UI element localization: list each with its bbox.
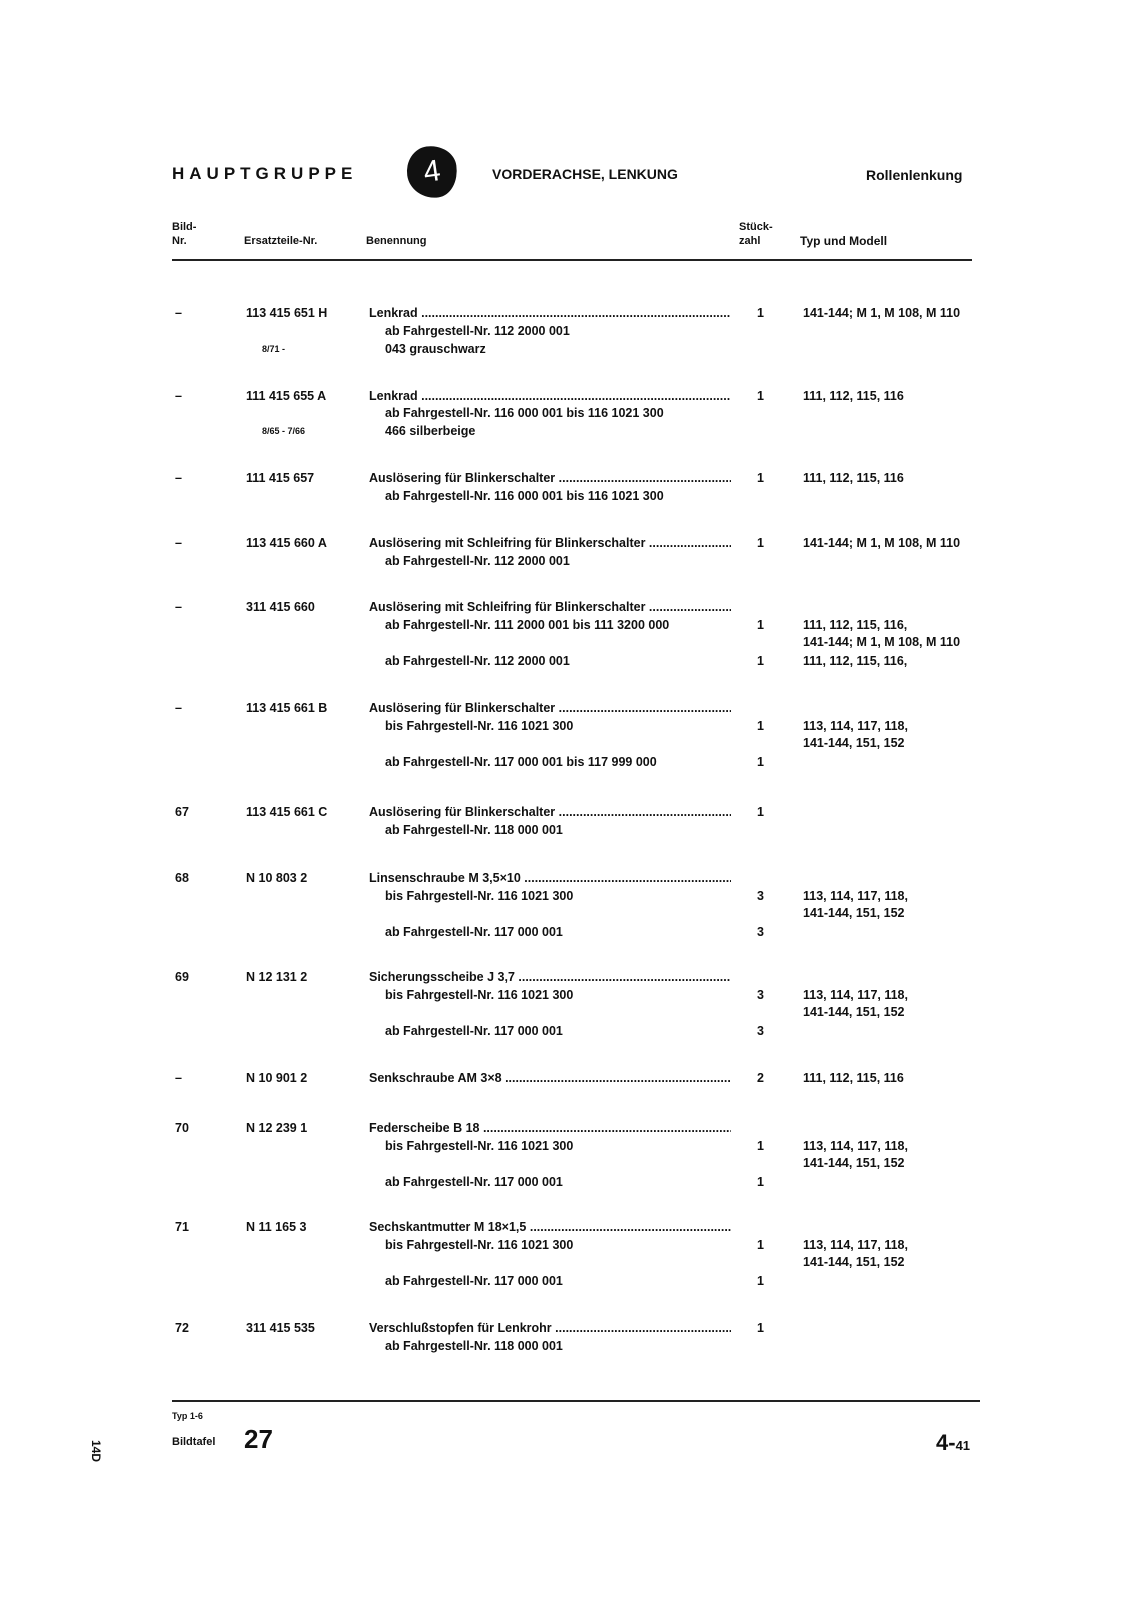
footer-type-range: Typ 1-6 — [172, 1411, 203, 1421]
type-model: 141-144; M 1, M 108, M 110 — [803, 635, 961, 649]
bild-number: 70 — [175, 1121, 189, 1135]
part-number: N 11 165 3 — [246, 1220, 307, 1234]
quantity: 1 — [757, 618, 764, 632]
chassis-range: ab Fahrgestell-Nr. 118 000 001 — [385, 823, 563, 837]
type-model: 111, 112, 115, 116 — [803, 471, 904, 485]
part-description: Senkschraube AM 3×8 ..... — [369, 1071, 731, 1085]
type-model: 113, 114, 117, 118, — [803, 1238, 908, 1252]
part-description: Lenkrad ..... — [369, 306, 731, 320]
main-group-label: HAUPTGRUPPE — [172, 164, 358, 183]
bild-number: – — [175, 306, 182, 320]
quantity: 1 — [757, 1175, 764, 1189]
chassis-range: ab Fahrgestell-Nr. 118 000 001 — [385, 1339, 563, 1353]
quantity: 3 — [757, 1024, 764, 1038]
chassis-range: ab Fahrgestell-Nr. 112 2000 001 — [385, 654, 570, 668]
part-description: Lenkrad ..... — [369, 389, 731, 403]
chassis-range: 043 grauschwarz — [385, 342, 486, 356]
column-header-bild-nr: Bild- Nr. — [172, 221, 197, 247]
column-header-type: Typ und Modell — [800, 234, 888, 248]
chassis-range: ab Fahrgestell-Nr. 117 000 001 — [385, 1274, 563, 1288]
page-number: 4-41 — [936, 1430, 971, 1455]
part-description: Linsenschraube M 3,5×10 ..... — [369, 871, 731, 885]
part-description: Auslösering für Blinkerschalter ..... — [369, 701, 731, 715]
type-model: 111, 112, 115, 116 — [803, 1071, 904, 1085]
bild-number: – — [175, 389, 182, 403]
chassis-range: 466 silberbeige — [385, 424, 476, 438]
bild-number: 68 — [175, 871, 189, 885]
bild-number: 69 — [175, 970, 189, 984]
quantity: 1 — [757, 1139, 764, 1153]
bild-number: – — [175, 536, 182, 550]
type-model: 111, 112, 115, 116, — [803, 618, 908, 632]
bild-number: – — [175, 471, 182, 485]
quantity: 1 — [757, 719, 764, 733]
header-rule — [172, 259, 972, 261]
quantity: 1 — [757, 471, 764, 485]
bild-number: – — [175, 701, 182, 715]
type-model: 141-144, 151, 152 — [803, 906, 905, 920]
part-number: 111 415 657 — [246, 471, 315, 485]
chassis-range: ab Fahrgestell-Nr. 112 2000 001 — [385, 554, 570, 568]
part-number: 113 415 661 C — [246, 805, 328, 819]
group-number-badge: 4 — [404, 143, 461, 201]
type-model: 111, 112, 115, 116 — [803, 389, 904, 403]
production-period: 8/71 - — [262, 344, 286, 354]
bild-number: 67 — [175, 805, 189, 819]
chassis-range: ab Fahrgestell-Nr. 116 000 001 bis 116 1021 300 — [385, 489, 664, 503]
footer-bildtafel-number: 27 — [244, 1424, 273, 1454]
part-number: N 10 901 2 — [246, 1071, 308, 1085]
type-model: 113, 114, 117, 118, — [803, 889, 908, 903]
page-subtitle: Rollenlenkung — [866, 167, 963, 183]
part-description: Sicherungsscheibe J 3,7 ..... — [369, 970, 731, 984]
type-model: 113, 114, 117, 118, — [803, 988, 908, 1002]
quantity: 1 — [757, 306, 764, 320]
type-model: 113, 114, 117, 118, — [803, 719, 908, 733]
part-description: Auslösering mit Schleifring für Blinkerschalter ..... — [369, 600, 731, 614]
chassis-range: ab Fahrgestell-Nr. 117 000 001 bis 117 999 000 — [385, 755, 657, 769]
quantity: 1 — [757, 1274, 764, 1288]
chassis-range: bis Fahrgestell-Nr. 116 1021 300 — [385, 1238, 574, 1252]
column-header-qty: Stück- zahl — [739, 221, 773, 247]
chassis-range: bis Fahrgestell-Nr. 116 1021 300 — [385, 1139, 574, 1153]
type-model: 141-144, 151, 152 — [803, 1005, 905, 1019]
type-model: 141-144; M 1, M 108, M 110 — [803, 306, 961, 320]
footer-rule — [172, 1400, 980, 1402]
column-header-part-no: Ersatzteile-Nr. — [244, 235, 318, 247]
chassis-range: ab Fahrgestell-Nr. 117 000 001 — [385, 1175, 563, 1189]
part-number: 311 415 535 — [246, 1321, 315, 1335]
type-model: 141-144, 151, 152 — [803, 1255, 905, 1269]
part-description: Verschlußstopfen für Lenkrohr ..... — [369, 1321, 731, 1335]
quantity: 1 — [757, 1238, 764, 1252]
quantity: 1 — [757, 536, 764, 550]
part-number: 111 415 655 A — [246, 389, 327, 403]
part-number: N 10 803 2 — [246, 871, 308, 885]
type-model: 113, 114, 117, 118, — [803, 1139, 908, 1153]
chassis-range: ab Fahrgestell-Nr. 112 2000 001 — [385, 324, 570, 338]
part-number: N 12 131 2 — [246, 970, 308, 984]
bild-number: – — [175, 600, 182, 614]
type-model: 141-144, 151, 152 — [803, 1156, 905, 1170]
part-description: Auslösering für Blinkerschalter ..... — [369, 805, 731, 819]
chassis-range: bis Fahrgestell-Nr. 116 1021 300 — [385, 988, 574, 1002]
quantity: 1 — [757, 389, 764, 403]
bild-number: 72 — [175, 1321, 189, 1335]
quantity: 3 — [757, 988, 764, 1002]
part-description: Auslösering für Blinkerschalter ..... — [369, 471, 731, 485]
type-model: 141-144; M 1, M 108, M 110 — [803, 536, 961, 550]
type-model: 141-144, 151, 152 — [803, 736, 905, 750]
part-description: Federscheibe B 18 ..... — [369, 1121, 731, 1135]
quantity: 1 — [757, 1321, 764, 1335]
side-code: 14D — [89, 1440, 103, 1463]
chassis-range: ab Fahrgestell-Nr. 117 000 001 — [385, 1024, 563, 1038]
chassis-range: ab Fahrgestell-Nr. 116 000 001 bis 116 1021 300 — [385, 406, 664, 420]
column-header-name: Benennung — [366, 235, 427, 247]
type-model: 111, 112, 115, 116, — [803, 654, 908, 668]
quantity: 2 — [757, 1071, 764, 1085]
quantity: 1 — [757, 654, 764, 668]
chassis-range: bis Fahrgestell-Nr. 116 1021 300 — [385, 889, 574, 903]
part-number: 113 415 660 A — [246, 536, 327, 550]
part-description: Sechskantmutter M 18×1,5 ..... — [369, 1220, 731, 1234]
quantity: 1 — [757, 755, 764, 769]
chassis-range: ab Fahrgestell-Nr. 117 000 001 — [385, 925, 563, 939]
bild-number: – — [175, 1071, 182, 1085]
chassis-range: ab Fahrgestell-Nr. 111 2000 001 bis 111 3200 000 — [385, 618, 670, 632]
quantity: 3 — [757, 925, 764, 939]
part-number: 311 415 660 — [246, 600, 315, 614]
footer-bildtafel-label: Bildtafel — [172, 1436, 216, 1448]
production-period: 8/65 - 7/66 — [262, 426, 306, 436]
quantity: 1 — [757, 805, 764, 819]
part-number: 113 415 651 H — [246, 306, 328, 320]
chassis-range: bis Fahrgestell-Nr. 116 1021 300 — [385, 719, 574, 733]
part-number: N 12 239 1 — [246, 1121, 308, 1135]
page-title: VORDERACHSE, LENKUNG — [492, 166, 678, 182]
part-description: Auslösering mit Schleifring für Blinkerschalter ..... — [369, 536, 731, 550]
part-number: 113 415 661 B — [246, 701, 328, 715]
quantity: 3 — [757, 889, 764, 903]
bild-number: 71 — [175, 1220, 189, 1234]
